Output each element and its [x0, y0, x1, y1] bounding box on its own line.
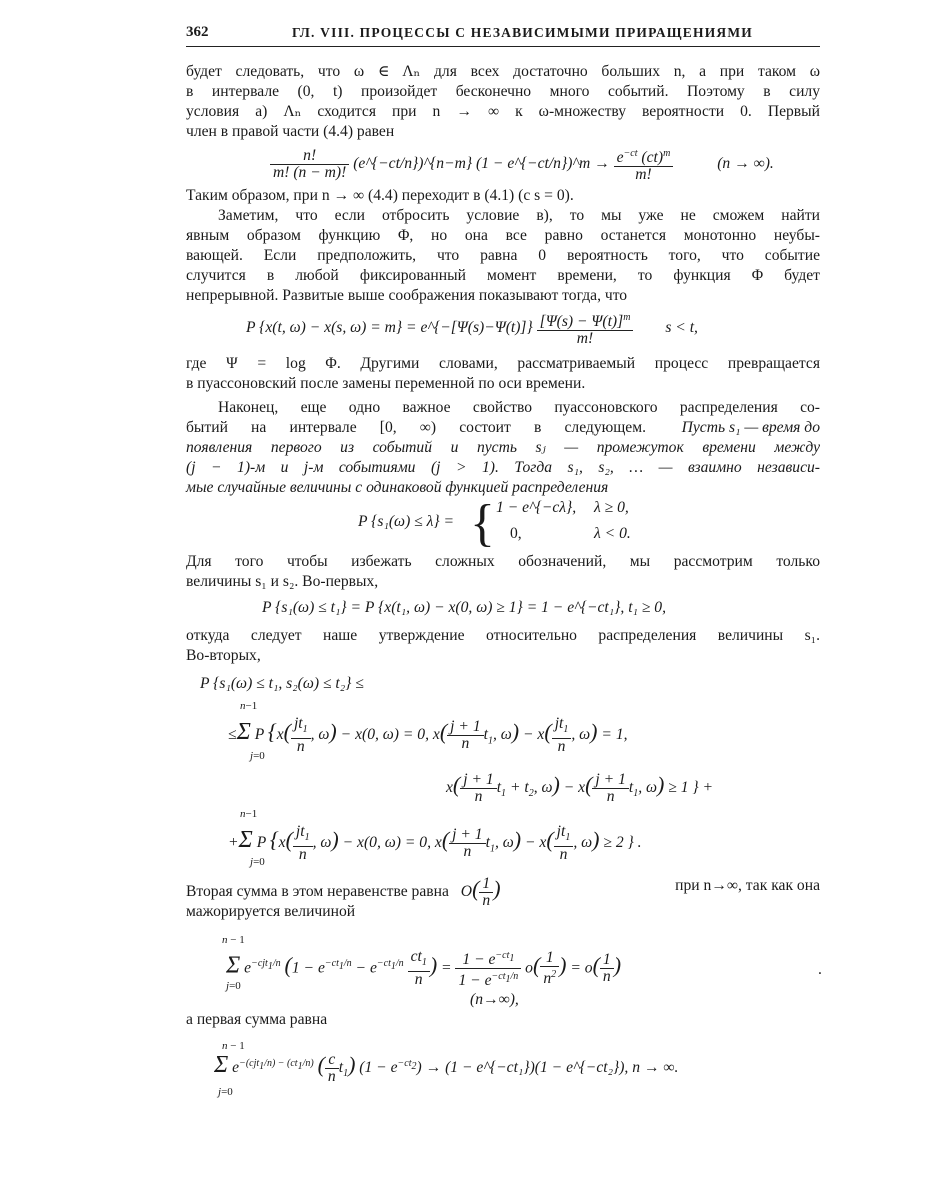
- formula-poisson-time-change: P {x(t, ω) − x(s, ω) = m} = e^{−[Ψ(s)−Ψ(t)]} $\frac{[\Psi(s) - \Psi(t)]^m}{m!}$ s < t,: [246, 312, 698, 348]
- sum-lower-limit: j=0: [218, 1086, 233, 1098]
- text-line: Вторая сумма в этом неравенстве равна O( $\frac{1}{n}$ ) при n→∞, так как она: [186, 875, 820, 909]
- sum-lower-limit: j=0: [250, 750, 265, 762]
- text-line: бытий на интервале [0, ∞) состоит в следующем.: [186, 419, 646, 436]
- running-header: [186, 22, 820, 47]
- text-line: явным образом функцию Φ, но она все равно останется монотонно неубы-: [186, 227, 820, 244]
- formula-binomial-limit: $\frac{n!}{m! (n - m)!}$ (e^{−ct/n})^{n−m} (1 − e^{−ct/n})^m → $\frac{e^{-ct} (ct)^m}{m!}$ (n → ∞).: [270, 146, 774, 183]
- piecewise-case-1: 1 − e^{−cλ},: [496, 499, 577, 516]
- text-line: в интервале (0, t) произойдет бесконечно много событий. Поэтому в силу: [186, 83, 820, 100]
- text-line: мажорируется величиной: [186, 903, 356, 920]
- text-line: Во-вторых,: [186, 647, 261, 664]
- formula-joint-bound-line1: P {s₁(ω) ≤ t₁, s₂(ω) ≤ t₂} ≤: [200, 675, 364, 692]
- text-line: а первая сумма равна: [186, 1011, 328, 1028]
- sum-upper-limit: n−1: [240, 808, 258, 820]
- piecewise-case-2: 0,: [510, 525, 522, 542]
- text-line: условия а) Λₙ сходится при n → ∞ к ω-множеству вероятности 0. Первый: [186, 103, 820, 120]
- piecewise-cond-2: λ < 0.: [594, 525, 631, 542]
- text-line-italic: появления первого из событий и пусть sⱼ — промежуток времени между: [186, 439, 820, 456]
- text-line: будет следовать, что ω ∈ Λₙ для всех достаточно больших n, а при таком ω: [186, 63, 820, 80]
- text-line: Таким образом, при n → ∞ (4.4) переходит в (4.1) (с s = 0).: [186, 187, 574, 204]
- text-line: Заметим, что если отбросить условие в), то мы уже не сможем найти: [218, 207, 820, 224]
- text-line: вающей. Если предположить, что равна 0 вероятность того, что событие: [186, 247, 820, 264]
- text-line-italic: мые случайные величины с одинаковой функцией распределения: [186, 479, 609, 496]
- sum-upper-limit: n − 1: [222, 1040, 245, 1052]
- formula-joint-bound-line4: +Σ P {x( $\frac{jt_1}{n}$ , ω) − x(0, ω) = 0, x( $\frac{j + 1}{n}$ $t_1$, ω) − x( $\frac{jt_1}{n}$ , ω) ≥ 2 } .: [228, 823, 642, 864]
- formula-s1-distribution: P {s₁(ω) ≤ t₁} = P {x(t₁, ω) − x(0, ω) ≥ 1} = 1 − e^{−ct₁}, t₁ ≥ 0,: [262, 599, 666, 616]
- text-line-italic: Пусть s₁ — время до: [681, 419, 820, 436]
- piecewise-cond-1: λ ≥ 0,: [594, 499, 629, 516]
- text-line-italic: (j − 1)-м и j-м событиями (j > 1). Тогда s₁, s₂, … — взаимно независи-: [186, 459, 820, 476]
- text-line: случится в любой фиксированный момент времени, то функция Φ будет: [186, 267, 820, 284]
- text-line: где Ψ = log Φ. Другими словами, рассматриваемый процесс превращается: [186, 355, 820, 372]
- text-line: Для того чтобы избежать сложных обозначений, мы рассмотрим только: [186, 553, 820, 570]
- sum-lower-limit: j=0: [226, 980, 241, 992]
- text-line: Наконец, еще одно важное свойство пуассоновского распределения со-: [218, 399, 820, 416]
- formula-joint-bound-line2: ≤Σ P {x( $\frac{jt_1}{n}$ , ω) − x(0, ω) = 0, x( $\frac{j + 1}{n}$ $t_1$, ω) − x( $\frac{jt_1}{n}$ , ω) = 1,: [228, 715, 628, 756]
- dot-mark: .: [818, 961, 822, 978]
- formula-majorant: Σ $e^{-cjt_1/n}$ ($1 - e^{-ct_1/n} - e^{-ct_1/n}$ $\frac{ct_1}{n}$ ) = $\frac{1 - e^{-ct_1}}{1 - e^{-ct_1/n}}$ o( $\frac{1}{n^2}$ ) = o( $\frac{1}{n}$ ): [226, 948, 622, 990]
- formula-exponential-distribution: P {s₁(ω) ≤ λ} =: [358, 513, 455, 530]
- formula-majorant-limit: (n→∞),: [470, 991, 519, 1008]
- sum-upper-limit: n−1: [240, 700, 258, 712]
- sum-upper-limit: n − 1: [222, 934, 245, 946]
- text-line: в пуассоновский после замены переменной по оси времени.: [186, 375, 586, 392]
- sum-lower-limit: j=0: [250, 856, 265, 868]
- text-line: член в правой части (4.4) равен: [186, 123, 395, 140]
- chapter-title: ГЛ. VIII. ПРОЦЕССЫ С НЕЗАВИСИМЫМИ ПРИРАЩЕНИЯМИ: [292, 25, 754, 40]
- text-line: величины s₁ и s₂. Во-первых,: [186, 573, 379, 590]
- text-line: откуда следует наше утверждение относительно распределения величины s₁.: [186, 627, 820, 644]
- formula-joint-bound-line3: x( $\frac{j + 1}{n}$ $t_1 + t_2$, ω) − x( $\frac{j + 1}{n}$ $t_1$, ω) ≥ 1 } +: [446, 771, 714, 805]
- page-number: 362: [186, 24, 209, 40]
- formula-first-sum-limit: Σ $e^{-(cjt_1/n) - (ct_1/n)}$ ( $\frac{c}{n}$ $t_1$) $(1 - e^{-ct_2}) \to (1$ − e^{−ct₁})(1 − e^{−ct₂}), n → ∞.: [214, 1051, 679, 1085]
- text-line: непрерывной. Развитые выше соображения показывают тогда, что: [186, 287, 628, 304]
- brace: {: [470, 495, 495, 552]
